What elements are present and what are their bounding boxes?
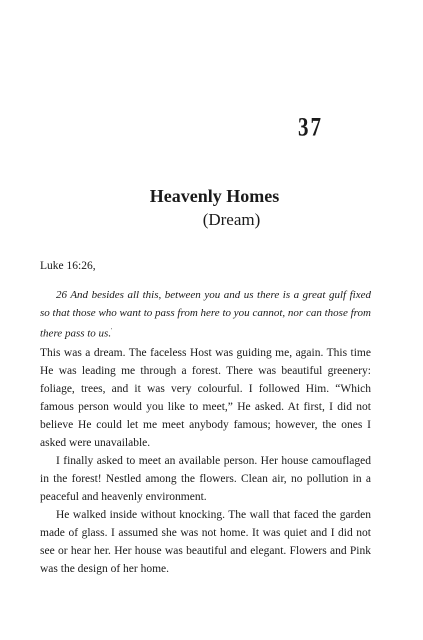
chapter-subtitle: (Dream) xyxy=(202,210,261,229)
chapter-number: 37 xyxy=(298,111,323,142)
scripture-reference: Luke 16:26, xyxy=(40,260,96,272)
scripture-verse-text: 26 And besides all this, between you and us there is a great gulf fixed so that those who want to pass from here to you cannot, nor can those from there pass to us. xyxy=(40,289,371,340)
verse-mark: ' xyxy=(111,328,113,334)
paragraph-3: He walked inside without knocking. The wall that faced the garden made of glass. I assumed she was not home. It was quiet and I did not see or hear her. Her house was beautiful and elegant. Flowers and Pink was the design of her home. xyxy=(40,509,371,575)
scripture-verse xyxy=(40,286,371,343)
chapter-title: Heavenly Homes xyxy=(149,186,280,206)
paragraph-2: I finally asked to meet an available person. Her house camouflaged in the forest! Nestled among the flowers. Clean air, no pollution in a peaceful and heavenly environment. xyxy=(40,455,371,503)
body-text xyxy=(40,344,371,578)
paragraph-1: This was a dream. The faceless Host was guiding me, again. This time He was leading me through a forest. There was beautiful greenery: foliage, trees, and it was very colourful. I followed Him. “Which famous person would you like to meet,” He asked. At first, I did not believe He could let me meet anybody famous; however, the ones I asked were unavailable. xyxy=(40,347,371,449)
